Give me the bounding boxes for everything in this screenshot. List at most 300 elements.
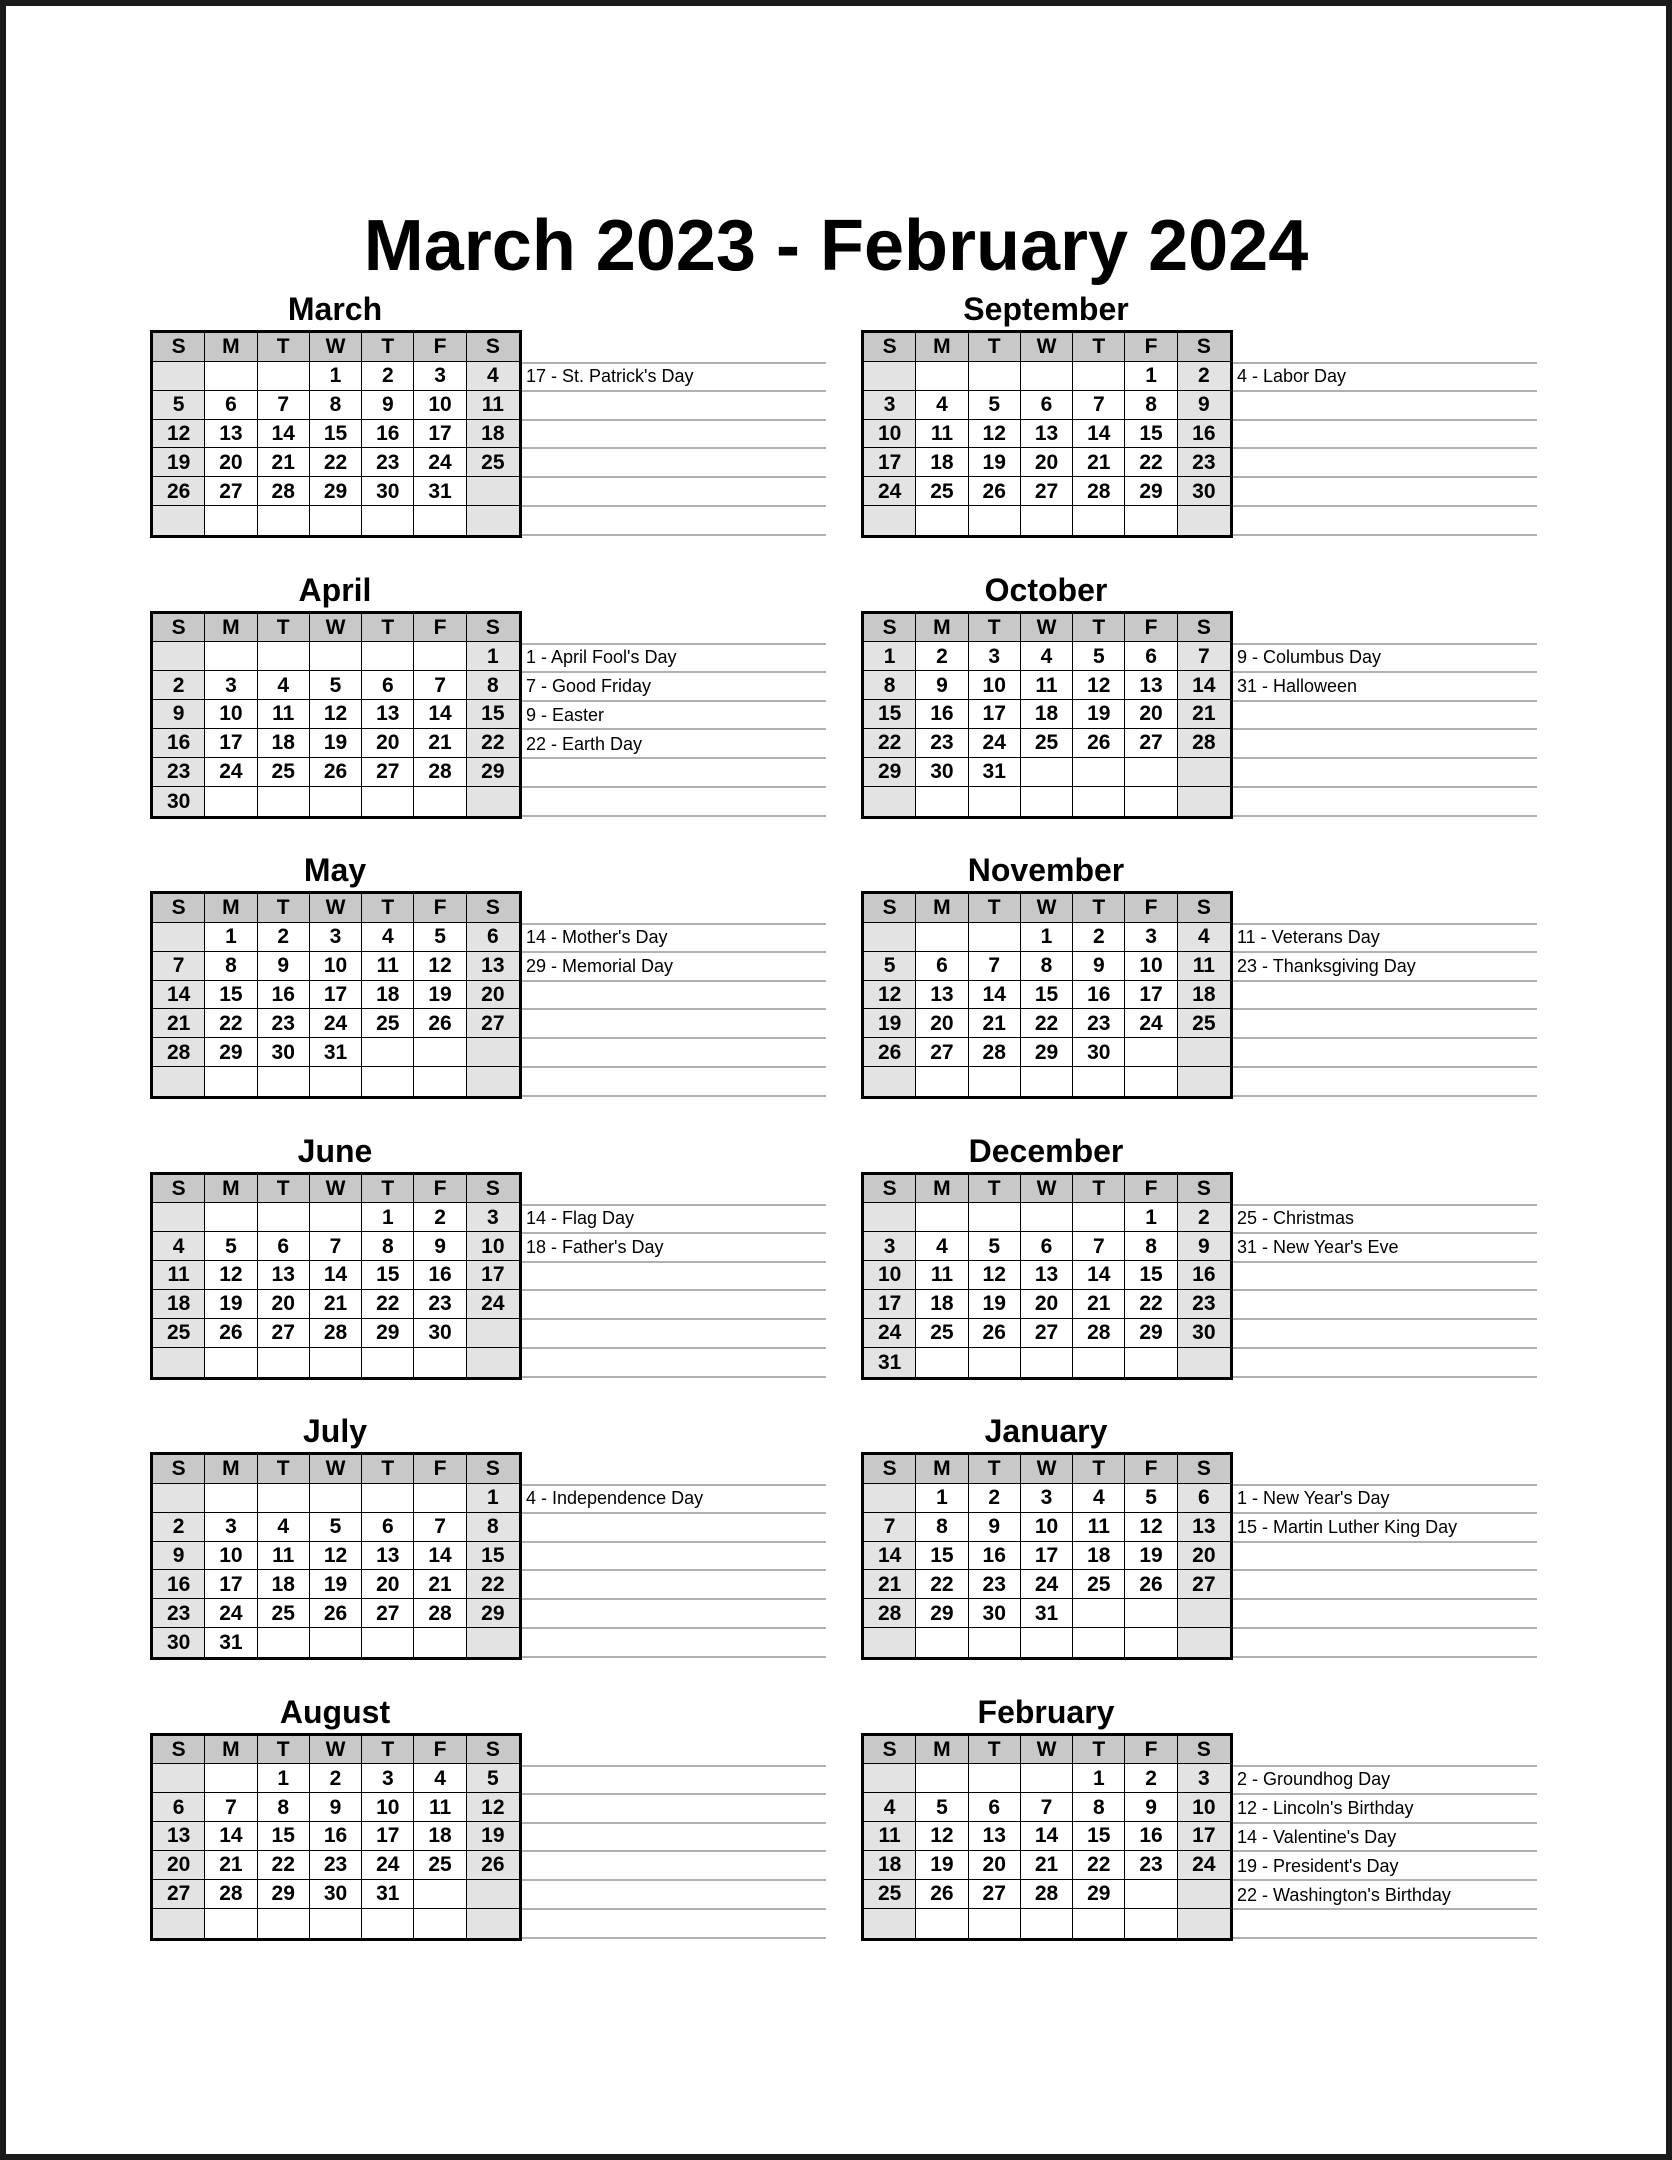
day-cell: 11: [414, 1793, 466, 1822]
empty-day-cell: [1125, 506, 1177, 535]
day-cell: 6: [1021, 391, 1073, 420]
day-cell: 7: [969, 952, 1021, 981]
day-cell: 1: [467, 1484, 519, 1513]
empty-day-cell: [1178, 1880, 1230, 1909]
weekday-header: M: [916, 614, 968, 643]
month-grid: [150, 1733, 522, 1941]
month-february: [861, 1691, 1537, 1953]
empty-day-cell: [258, 1067, 310, 1096]
day-cell: 8: [205, 952, 257, 981]
empty-day-cell: [1073, 1067, 1125, 1096]
day-cell: 2: [1178, 1203, 1230, 1232]
weekday-header: T: [1073, 1455, 1125, 1484]
day-cell: 14: [153, 981, 205, 1010]
holiday-text: 14 - Flag Day: [526, 1207, 635, 1228]
note-line: [522, 505, 826, 507]
day-cell: 11: [1021, 671, 1073, 700]
day-cell: 18: [1178, 981, 1230, 1010]
day-cell: 27: [467, 1009, 519, 1038]
day-cell: 9: [310, 1793, 362, 1822]
day-cell: 21: [153, 1009, 205, 1038]
weekday-header: S: [153, 1455, 205, 1484]
day-cell: 27: [1178, 1570, 1230, 1599]
day-cell: 2: [969, 1484, 1021, 1513]
day-cell: 18: [916, 1290, 968, 1319]
empty-day-cell: [467, 1348, 519, 1377]
day-cell: 13: [362, 700, 414, 729]
holiday-text: 9 - Columbus Day: [1237, 646, 1382, 667]
empty-day-cell: [153, 1484, 205, 1513]
weekday-header: F: [414, 1175, 466, 1204]
day-cell: 6: [153, 1793, 205, 1822]
day-cell: 9: [414, 1232, 466, 1261]
weekday-header: S: [153, 614, 205, 643]
empty-day-cell: [153, 923, 205, 952]
holiday-text: 4 - Independence Day: [526, 1488, 704, 1508]
weekday-header: T: [969, 1455, 1021, 1484]
day-cell: 30: [916, 758, 968, 787]
day-cell: 15: [864, 700, 916, 729]
day-cell: 21: [1021, 1851, 1073, 1880]
weekday-header: S: [1178, 894, 1230, 923]
empty-day-cell: [1021, 1203, 1073, 1232]
day-cell: 7: [258, 391, 310, 420]
day-cell: 3: [205, 1513, 257, 1542]
note-line: [1233, 1598, 1537, 1600]
empty-day-cell: [205, 1484, 257, 1513]
day-cell: 10: [1125, 952, 1177, 981]
day-cell: 23: [362, 448, 414, 477]
weekday-header: F: [1125, 614, 1177, 643]
note-line: [1233, 923, 1537, 925]
note-line: [522, 728, 826, 730]
day-cell: 29: [1125, 477, 1177, 506]
day-cell: 31: [310, 1038, 362, 1067]
weekday-header: T: [362, 1175, 414, 1204]
day-cell: 9: [153, 700, 205, 729]
note-line: [522, 1850, 826, 1852]
month-grid: [861, 891, 1233, 1099]
day-cell: 9: [1073, 952, 1125, 981]
weekday-header: T: [1073, 333, 1125, 362]
month-april: [150, 569, 826, 831]
day-cell: 29: [916, 1599, 968, 1628]
weekday-header: F: [1125, 1455, 1177, 1484]
day-cell: 10: [864, 1261, 916, 1290]
note-line: [1233, 1908, 1537, 1910]
holiday-text: 31 - New Year's Eve: [1237, 1236, 1399, 1257]
empty-day-cell: [969, 1909, 1021, 1938]
day-cell: 12: [864, 981, 916, 1010]
holiday-text: 25 - Christmas: [1237, 1207, 1355, 1228]
day-cell: 6: [969, 1793, 1021, 1822]
day-cell: 30: [153, 787, 205, 816]
weekday-header: T: [258, 894, 310, 923]
month-grid: [150, 330, 522, 538]
empty-day-cell: [205, 1909, 257, 1938]
weekday-header: W: [310, 1736, 362, 1765]
note-line: [522, 390, 826, 392]
day-cell: 15: [916, 1542, 968, 1571]
day-cell: 15: [1125, 420, 1177, 449]
day-cell: 10: [205, 700, 257, 729]
day-cell: 24: [969, 729, 1021, 758]
day-cell: 30: [310, 1880, 362, 1909]
empty-day-cell: [916, 1909, 968, 1938]
weekday-header: T: [362, 1736, 414, 1765]
day-cell: 11: [467, 391, 519, 420]
note-line: [1233, 1512, 1537, 1514]
note-line: [1233, 505, 1537, 507]
weekday-header: T: [362, 333, 414, 362]
empty-day-cell: [414, 1909, 466, 1938]
day-cell: 20: [362, 1570, 414, 1599]
holiday-notes: [522, 611, 826, 819]
day-cell: 5: [916, 1793, 968, 1822]
day-cell: 19: [1125, 1542, 1177, 1571]
day-cell: 1: [310, 362, 362, 391]
weekday-header: T: [969, 1736, 1021, 1765]
note-line: [1233, 1541, 1537, 1543]
empty-day-cell: [153, 1348, 205, 1377]
holiday-text: 4 - Labor Day: [1237, 366, 1347, 386]
day-cell: 5: [969, 391, 1021, 420]
day-cell: 21: [258, 448, 310, 477]
day-cell: 18: [414, 1822, 466, 1851]
holiday-notes: [522, 1452, 826, 1660]
empty-day-cell: [153, 1764, 205, 1793]
empty-day-cell: [1021, 758, 1073, 787]
empty-day-cell: [1178, 758, 1230, 787]
day-cell: 16: [258, 981, 310, 1010]
day-cell: 7: [1021, 1793, 1073, 1822]
day-cell: 7: [1178, 642, 1230, 671]
day-cell: 22: [362, 1290, 414, 1319]
month-june: [150, 1130, 826, 1392]
day-cell: 23: [310, 1851, 362, 1880]
holiday-notes: [1233, 611, 1537, 819]
day-cell: 30: [1178, 477, 1230, 506]
empty-day-cell: [864, 506, 916, 535]
weekday-header: M: [205, 894, 257, 923]
day-cell: 8: [362, 1232, 414, 1261]
weekday-header: M: [205, 614, 257, 643]
day-cell: 7: [1073, 1232, 1125, 1261]
note-line: [522, 1908, 826, 1910]
note-line: [522, 447, 826, 449]
weekday-header: F: [1125, 1175, 1177, 1204]
note-line: [1233, 1261, 1537, 1263]
month-grid: [861, 1733, 1233, 1941]
holiday-notes: [1233, 330, 1537, 538]
day-cell: 16: [1178, 1261, 1230, 1290]
weekday-header: T: [1073, 894, 1125, 923]
empty-day-cell: [916, 1067, 968, 1096]
day-cell: 13: [258, 1261, 310, 1290]
weekday-header: S: [153, 1736, 205, 1765]
day-cell: 22: [864, 729, 916, 758]
day-cell: 10: [414, 391, 466, 420]
day-cell: 8: [1021, 952, 1073, 981]
empty-day-cell: [310, 1348, 362, 1377]
day-cell: 5: [414, 923, 466, 952]
day-cell: 9: [258, 952, 310, 981]
day-cell: 30: [153, 1628, 205, 1657]
empty-day-cell: [1125, 1348, 1177, 1377]
empty-day-cell: [1125, 1628, 1177, 1657]
empty-day-cell: [1178, 1348, 1230, 1377]
day-cell: 3: [864, 1232, 916, 1261]
day-cell: 2: [1073, 923, 1125, 952]
day-cell: 6: [1021, 1232, 1073, 1261]
day-cell: 8: [1125, 1232, 1177, 1261]
day-cell: 26: [1125, 1570, 1177, 1599]
weekday-header: M: [916, 333, 968, 362]
day-cell: 27: [1125, 729, 1177, 758]
empty-day-cell: [310, 787, 362, 816]
weekday-header: M: [916, 1455, 968, 1484]
empty-day-cell: [414, 1038, 466, 1067]
holiday-text: 2 - Groundhog Day: [1237, 1768, 1391, 1789]
weekday-header: T: [969, 1175, 1021, 1204]
empty-day-cell: [414, 1348, 466, 1377]
day-cell: 25: [258, 1599, 310, 1628]
day-cell: 24: [1021, 1570, 1073, 1599]
day-cell: 26: [153, 477, 205, 506]
day-cell: 6: [205, 391, 257, 420]
day-cell: 13: [1178, 1513, 1230, 1542]
day-cell: 2: [1125, 1764, 1177, 1793]
day-cell: 28: [414, 758, 466, 787]
day-cell: 10: [969, 671, 1021, 700]
month-name: June: [297, 1132, 373, 1169]
day-cell: 9: [362, 391, 414, 420]
empty-day-cell: [414, 1484, 466, 1513]
day-cell: 13: [1125, 671, 1177, 700]
day-cell: 9: [153, 1542, 205, 1571]
empty-day-cell: [205, 1203, 257, 1232]
day-cell: 6: [362, 671, 414, 700]
note-line: [522, 1008, 826, 1010]
note-line: [522, 786, 826, 788]
day-cell: 9: [969, 1513, 1021, 1542]
holiday-text: 14 - Mother's Day: [526, 927, 668, 947]
day-cell: 17: [414, 420, 466, 449]
empty-day-cell: [969, 923, 1021, 952]
day-cell: 19: [310, 1570, 362, 1599]
month-grid: [861, 611, 1233, 819]
day-cell: 15: [467, 700, 519, 729]
day-cell: 16: [916, 700, 968, 729]
day-cell: 30: [414, 1319, 466, 1348]
weekday-header: S: [1178, 333, 1230, 362]
holiday-notes: [1233, 1172, 1537, 1380]
day-cell: 17: [205, 729, 257, 758]
empty-day-cell: [1021, 1348, 1073, 1377]
empty-day-cell: [1073, 1203, 1125, 1232]
day-cell: 29: [310, 477, 362, 506]
empty-day-cell: [310, 1628, 362, 1657]
empty-day-cell: [414, 787, 466, 816]
empty-day-cell: [864, 787, 916, 816]
weekday-header: S: [1178, 1736, 1230, 1765]
holiday-text: 17 - St. Patrick's Day: [526, 366, 694, 386]
day-cell: 22: [916, 1570, 968, 1599]
day-cell: 27: [1021, 1319, 1073, 1348]
day-cell: 2: [310, 1764, 362, 1793]
day-cell: 20: [1021, 448, 1073, 477]
day-cell: 24: [1125, 1009, 1177, 1038]
note-line: [1233, 1627, 1537, 1629]
empty-day-cell: [362, 787, 414, 816]
empty-day-cell: [969, 1764, 1021, 1793]
empty-day-cell: [258, 1484, 310, 1513]
day-cell: 27: [1021, 477, 1073, 506]
month-january: [861, 1410, 1537, 1672]
weekday-header: S: [467, 1455, 519, 1484]
weekday-header: S: [153, 333, 205, 362]
day-cell: 17: [864, 448, 916, 477]
month-grid: [150, 1452, 522, 1660]
day-cell: 23: [1178, 448, 1230, 477]
day-cell: 22: [467, 729, 519, 758]
day-cell: 23: [969, 1570, 1021, 1599]
day-cell: 4: [864, 1793, 916, 1822]
day-cell: 12: [1125, 1513, 1177, 1542]
month-name: January: [984, 1413, 1108, 1449]
note-line: [1233, 1850, 1537, 1852]
weekday-header: M: [205, 333, 257, 362]
day-cell: 1: [916, 1484, 968, 1513]
note-line: [1233, 476, 1537, 478]
empty-day-cell: [1021, 787, 1073, 816]
empty-day-cell: [414, 1628, 466, 1657]
empty-day-cell: [467, 1880, 519, 1909]
holiday-notes: [522, 1172, 826, 1380]
day-cell: 15: [467, 1542, 519, 1571]
day-cell: 19: [916, 1851, 968, 1880]
empty-day-cell: [1021, 1628, 1073, 1657]
day-cell: 15: [205, 981, 257, 1010]
day-cell: 5: [864, 952, 916, 981]
day-cell: 26: [969, 477, 1021, 506]
weekday-header: M: [205, 1736, 257, 1765]
empty-day-cell: [467, 1319, 519, 1348]
weekday-header: W: [310, 1455, 362, 1484]
day-cell: 17: [864, 1290, 916, 1319]
note-line: [522, 1656, 826, 1658]
empty-day-cell: [864, 1628, 916, 1657]
day-cell: 28: [153, 1038, 205, 1067]
weekday-header: W: [1021, 1736, 1073, 1765]
day-cell: 2: [414, 1203, 466, 1232]
note-line: [1233, 786, 1537, 788]
day-cell: 9: [916, 671, 968, 700]
empty-day-cell: [1073, 362, 1125, 391]
day-cell: 15: [258, 1822, 310, 1851]
day-cell: 19: [414, 981, 466, 1010]
day-cell: 14: [1073, 1261, 1125, 1290]
note-line: [522, 1066, 826, 1068]
day-cell: 12: [969, 420, 1021, 449]
empty-day-cell: [362, 1348, 414, 1377]
empty-day-cell: [153, 506, 205, 535]
empty-day-cell: [205, 1348, 257, 1377]
day-cell: 3: [864, 391, 916, 420]
weekday-header: S: [153, 894, 205, 923]
note-line: [522, 534, 826, 536]
day-cell: 7: [1073, 391, 1125, 420]
day-cell: 2: [916, 642, 968, 671]
note-line: [1233, 1656, 1537, 1658]
day-cell: 18: [916, 448, 968, 477]
note-line: [1233, 980, 1537, 982]
month-name: May: [303, 852, 367, 888]
empty-day-cell: [864, 923, 916, 952]
note-line: [1233, 643, 1537, 645]
weekday-header: S: [1178, 1175, 1230, 1204]
empty-day-cell: [362, 642, 414, 671]
day-cell: 14: [310, 1261, 362, 1290]
weekday-header: S: [864, 333, 916, 362]
day-cell: 12: [916, 1822, 968, 1851]
day-cell: 31: [864, 1348, 916, 1377]
day-cell: 16: [1073, 981, 1125, 1010]
empty-day-cell: [310, 1203, 362, 1232]
weekday-header: S: [864, 894, 916, 923]
note-line: [1233, 1484, 1537, 1486]
day-cell: 11: [864, 1822, 916, 1851]
day-cell: 21: [310, 1290, 362, 1319]
note-line: [1233, 1793, 1537, 1795]
holiday-text: 11 - Veterans Day: [1237, 927, 1380, 947]
day-cell: 17: [1178, 1822, 1230, 1851]
day-cell: 20: [205, 448, 257, 477]
empty-day-cell: [1073, 506, 1125, 535]
day-cell: 25: [916, 477, 968, 506]
day-cell: 13: [1021, 420, 1073, 449]
day-cell: 28: [205, 1880, 257, 1909]
day-cell: 30: [1178, 1319, 1230, 1348]
note-line: [1233, 1066, 1537, 1068]
day-cell: 13: [969, 1822, 1021, 1851]
weekday-header: T: [1073, 1175, 1125, 1204]
day-cell: 25: [916, 1319, 968, 1348]
note-line: [522, 757, 826, 759]
day-cell: 28: [969, 1038, 1021, 1067]
day-cell: 4: [153, 1232, 205, 1261]
day-cell: 26: [467, 1851, 519, 1880]
note-line: [522, 815, 826, 817]
day-cell: 19: [969, 1290, 1021, 1319]
day-cell: 13: [362, 1542, 414, 1571]
holiday-text: 14 - Valentine's Day: [1237, 1826, 1397, 1847]
day-cell: 14: [258, 420, 310, 449]
day-cell: 14: [205, 1822, 257, 1851]
day-cell: 19: [310, 729, 362, 758]
note-line: [522, 1541, 826, 1543]
day-cell: 26: [916, 1880, 968, 1909]
month-name: February: [977, 1693, 1115, 1730]
day-cell: 1: [258, 1764, 310, 1793]
day-cell: 6: [467, 923, 519, 952]
month-august: [150, 1691, 826, 1953]
day-cell: 4: [916, 391, 968, 420]
weekday-header: S: [467, 333, 519, 362]
note-line: [1233, 1569, 1537, 1571]
day-cell: 16: [1178, 420, 1230, 449]
day-cell: 27: [362, 758, 414, 787]
